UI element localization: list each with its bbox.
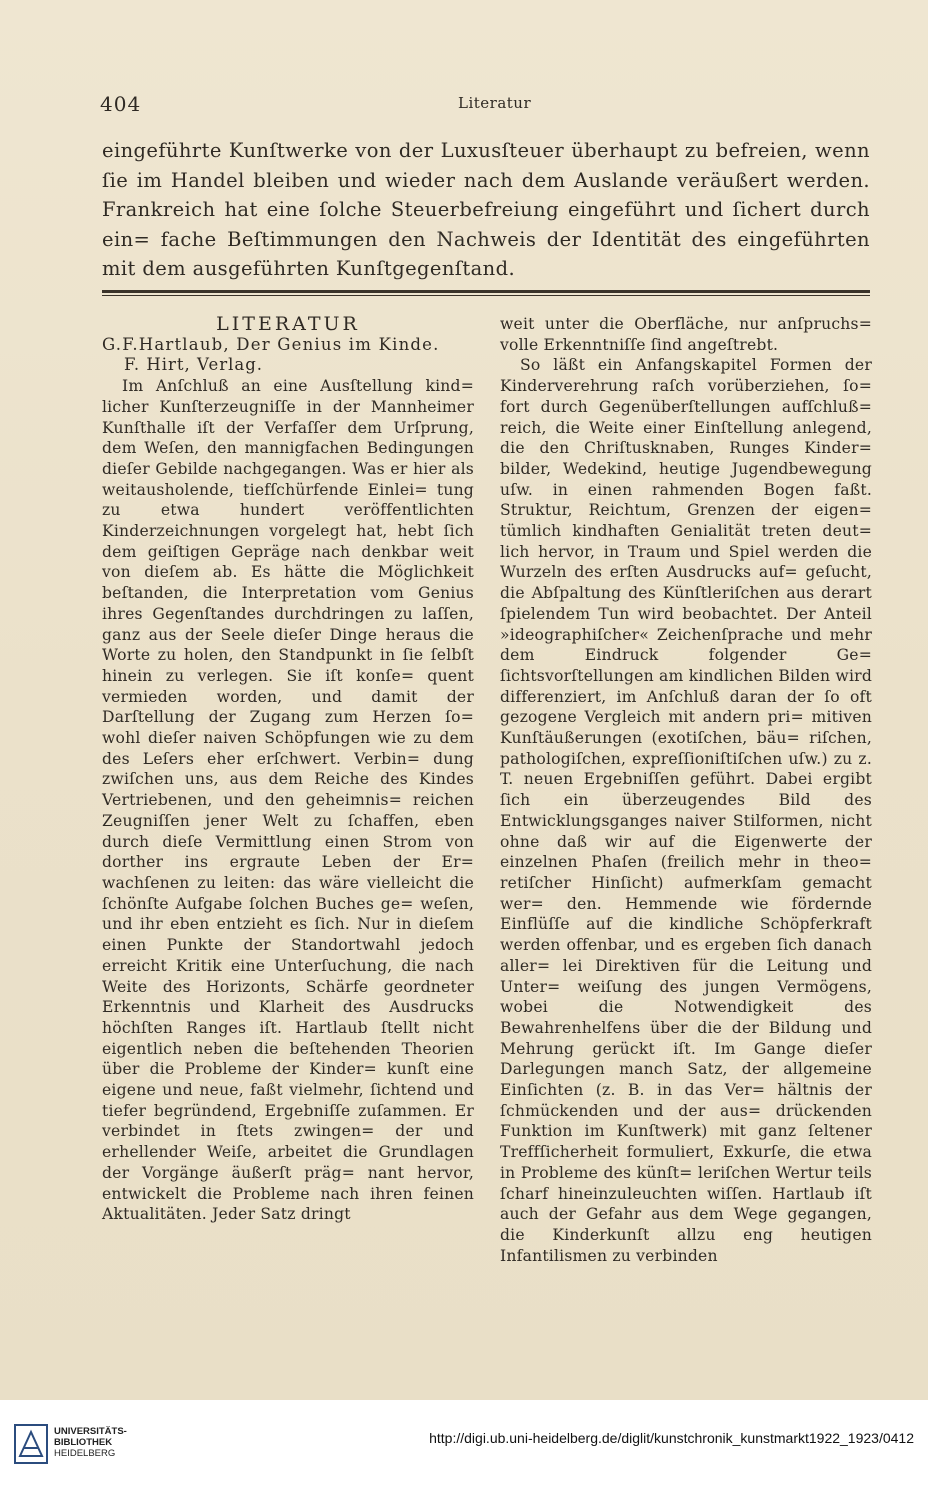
review-paragraph-left: Im Anſchluß an eine Ausſtellung kind= licher Kunſterzeugniſſe in der Mannheimer Kunſthalle iſt der Verfaſſer dem Urſprung, dem Weſen, den mannigfachen Bedingungen dieſer Gebilde nachgegangen. Was er hier als weitausholende, tiefſchürfende Einlei= tung zu etwa hundert veröffentlichten Kinderzeichnungen vorgelegt hat, hebt ſich dem geiſtigen Gepräge nach denkbar weit von dieſem ab. Es hätte die Möglichkeit beſtanden, die Interpretation vom Genius ihres Gegenſtandes durchdringen zu laſſen, ganz aus der Seele dieſer Dinge heraus die Worte zu holen, den Standpunkt in ſie ſelbſt hinein zu verlegen. Sie iſt konſe= quent vermieden worden, und damit der Darſtellung der Zugang zum Herzen ſo= wohl dieſer naiven Schöpfungen wie zu dem des Leſers eher erſchwert. Verbin= dung zwiſchen uns, aus dem Reiche des Kindes Vertriebenen, und den geheimnis= reichen Zeugniſſen jener Welt zu ſchaffen, eben durch dieſe Vermittlung einen Strom von dorther ins ergraute Leben der Er= wachſenen zu leiten: das wäre vielleicht die ſchönſte Aufgabe ſolchen Buches ge= weſen, und ihr eben entzieht es ſich. Nur in dieſem einen Punkte der Standortwahl jedoch erreicht Kritik eine Unterſuchung, die nach Weite des Horizonts, Schärfe geordneter Erkenntnis und Klarheit des Ausdrucks höchſten Ranges iſt. Hartlaub ſtellt nicht eigentlich neben die beſtehenden Theorien über die Probleme der Kinder= kunſt eine eigene und neue, faßt vielmehr, ſichtend und tiefer begründend, Ergebniſſe zuſammen. Er verbindet in ſtets zwingen= der und erhellender Weiſe, arbeitet die Grundlagen der Vorgänge äußerſt präg= nant hervor, entwickelt die Probleme nach ihren feinen Aktualitäten. Jeder Satz dringt xyxy=(102,377,474,1224)
library-line-3: HEIDELBERG xyxy=(54,1448,116,1459)
document-url-link[interactable]: http://digi.ub.uni-heidelberg.de/diglit/kunstchronik_kunstmarkt1922_1923/0412 xyxy=(429,1430,914,1446)
review-continuation: weit unter die Oberfläche, nur anſpruchs= volle Erkenntniſſe ſind angeſtrebt. xyxy=(500,315,872,354)
intro-paragraph-block xyxy=(102,136,870,284)
review-publisher: F. Hirt, Verlag. xyxy=(124,355,264,375)
library-line-2: BIBLIOTHEK xyxy=(54,1437,113,1448)
review-title: G.F.Hartlaub, Der Genius im Kinde. xyxy=(102,334,440,354)
left-column xyxy=(102,314,474,1225)
running-title: Literatur xyxy=(458,94,532,112)
review-paragraph-right: So läßt ein Anfangskapitel Formen der Kinderverehrung raſch vorüberziehen, ſo= fort durch Gegenüberſtellungen aufſchluß= reich, die Weite einer Einſtellung anlegend, die den Chriſtusknaben, Runges Kinder= bilder, Wedekind, heutige Jugendbewegung uſw. in einen rahmenden Bogen faßt. Struktur, Reichtum, Grenzen der eigen= tümlich kindhaften Genialität treten deut= lich hervor, in Traum und Spiel werden die Wurzeln des erſten Ausdrucks auf= geſucht, die Abſpaltung des Künſtleriſchen aus derart ſpielendem Tun wird beobachtet. Der Anteil »ideographiſcher« Zeichenſprache und mehr dem Eindruck folgender Ge= ſichtsvorſtellungen am kindlichen Bilden wird differenziert, im Anſchluß daran der ſo oft gezogene Vergleich mit andern pri= mitiven Kunſtäußerungen (exotiſchen, bäu= riſchen, pathologiſchen, expreſſioniſtiſchen uſw.) zu z. T. neuen Ergebniſſen geführt. Dabei ergibt ſich ein überzeugendes Bild des Entwicklungsganges naiver Stilformen, nicht ohne daß wir auf die Eigenwerte der einzelnen Phaſen (freilich mehr in theo= retiſcher Hinſicht) aufmerkſam gemacht wer= den. Hemmende wie fördernde Einflüſſe auf die kindliche Schöpferkraft werden offenbar, und es ergeben ſich danach aller= lei Direktiven für die Leitung und Unter= weiſung des jungen Vermögens, wobei die Notwendigkeit des Bewahrenhelfens über die der Bildung und Mehrung gerückt iſt. Im Gange dieſer Darlegungen manch Satz, der allgemeine Einſichten (z. B. in das Ver= hältnis der ſchmückenden und der aus= drückenden Funktion im Kunſtwerk) mit ganz ſeltener Treffſicherheit formuliert, Exkurſe, die etwa in Probleme des künſt= leriſchen Wertur teils ſcharf hineinzuleuchten wiſſen. Hartlaub iſt auch der Gefahr aus dem Wege gegangen, die Kinderkunſt allzu eng heutigen Infantilismen zu verbinden xyxy=(500,356,872,1265)
page-number: 404 xyxy=(100,92,142,116)
section-divider-rule xyxy=(102,290,870,296)
viewer-footer xyxy=(0,1400,928,1485)
right-column xyxy=(500,314,872,1266)
intro-paragraph: eingeführte Kunſtwerke von der Luxusſteuer überhaupt zu befreien, wenn ſie im Handel bleiben und wieder nach dem Auslande veräußert werden. Frankreich hat eine ſolche Steuerbefreiung eingeführt und ſichert durch ein= fache Beſtimmungen den Nachweis der Identität des eingeführten mit dem ausgeführten Kunſtgegenſtand. xyxy=(102,139,870,280)
library-line-1: UNIVERSITÄTS- xyxy=(54,1426,127,1437)
library-seal-icon xyxy=(14,1424,48,1464)
running-head xyxy=(100,92,870,122)
section-heading: LITERATUR xyxy=(216,313,360,335)
library-name xyxy=(54,1426,127,1459)
